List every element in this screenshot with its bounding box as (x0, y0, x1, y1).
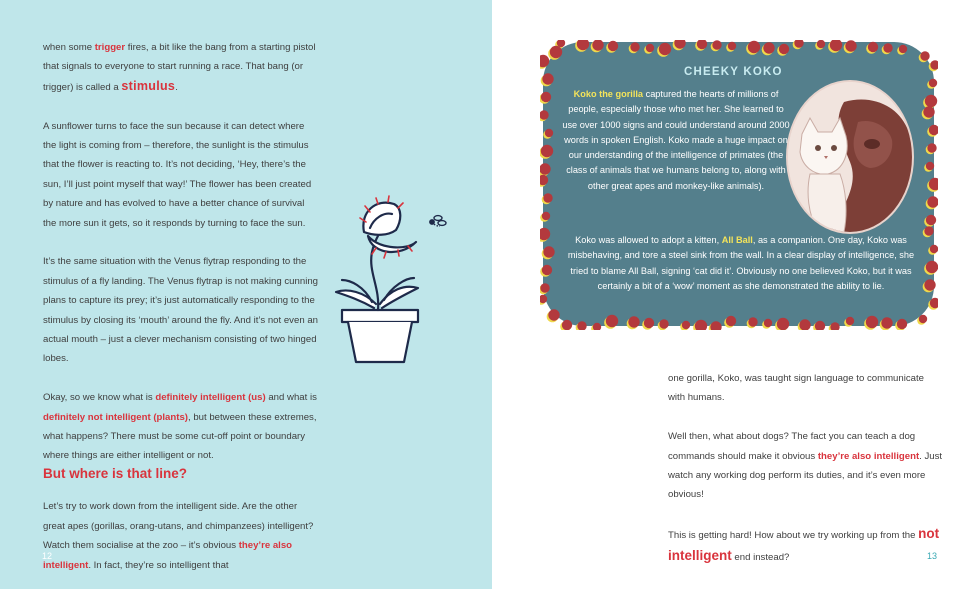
border-dot (630, 42, 639, 51)
paragraph-koko-sign-language: one gorilla, Koko, was taught sign language to communicate with humans. (668, 373, 924, 404)
border-dot (883, 43, 892, 52)
border-dot (777, 318, 789, 330)
border-dot (608, 41, 618, 51)
border-dot (543, 193, 552, 202)
border-dot (548, 309, 559, 320)
paragraph-great-apes: Let’s try to work down from the intelligent side. Are the other great apes (gorillas, orang-utans, and chimpanzees) intelligent? Watch them socialise at the zoo – it’s obvious they’re also intelligent. In fact, they’re so intelligent that (43, 501, 314, 571)
border-dot (540, 55, 549, 67)
border-dot (545, 129, 553, 137)
border-dot (577, 321, 586, 330)
border-dot (540, 110, 549, 119)
border-dot (542, 212, 550, 220)
border-dot (710, 321, 721, 330)
highlight-not-intelligent-plants: definitely not intelligent (plants) (43, 411, 188, 423)
panel-title: CHEEKY KOKO (684, 66, 783, 78)
border-dot (925, 95, 937, 107)
border-dot (541, 145, 553, 157)
border-dot (924, 226, 933, 235)
border-dot (881, 317, 892, 328)
border-dot (868, 42, 878, 52)
border-dot (543, 246, 554, 257)
border-dot (779, 44, 789, 54)
border-dot (926, 215, 936, 225)
fly-icon (430, 216, 446, 226)
border-dot (628, 316, 639, 327)
border-dot (748, 317, 757, 326)
highlight-trigger: trigger (94, 42, 126, 53)
border-dot (682, 321, 690, 329)
border-dot (763, 42, 774, 53)
border-dot (845, 40, 856, 51)
border-dot (830, 322, 839, 330)
paragraph-extremes: Okay, so we know what is definitely intelligent (us) and what is definitely not intelligent (plants), but between these extremes, what happens? There must be some cut-off point or boundary where things are either intelligent or not. (43, 392, 317, 462)
paragraph-trigger: when some trigger fires, a bit like the bang from a starting pistol that signals to everyone to start running a race. That bang (or trigger) is called a stimulus. (43, 42, 316, 93)
border-dot (846, 317, 854, 325)
border-dot (593, 323, 601, 330)
border-dot (712, 40, 721, 49)
highlight-stimulus: stimulus (121, 78, 176, 93)
subheading-where-is-line: But where is that line? (43, 465, 188, 481)
border-dot (726, 316, 736, 326)
highlight-not-intelligent: not intelligent (668, 526, 940, 563)
border-dot (923, 106, 934, 117)
border-dot (899, 45, 907, 53)
right-page-text (668, 369, 943, 586)
border-dot (540, 175, 548, 185)
border-dot (799, 319, 810, 330)
border-dot (659, 319, 668, 328)
border-dot (866, 316, 878, 328)
border-dot (926, 162, 934, 170)
paragraph-flytrap: It’s the same situation with the Venus flytrap responding to the stimulus of a fly landing. The Venus flytrap is not making cunning plans to capture its prey; it’s just automatically responding to the stimulus by closing its ‘mouth’ around the fly. And it’s not even an actual mouth – just a clever mechanism consisting of two hinged lobes. (43, 256, 318, 365)
border-dot (542, 73, 553, 84)
page-number-right: 13 (927, 551, 938, 561)
border-dot (728, 42, 736, 50)
page-number-left: 12 (42, 551, 53, 561)
border-dot (817, 40, 825, 48)
border-dot (646, 44, 654, 52)
border-dot (930, 245, 938, 253)
paragraph-dogs: Well then, what about dogs? The fact you can teach a dog commands should make it obvious they’re also intelligent. Just watch any working dog perform its duties, and it’s even more obvious! (668, 431, 943, 501)
border-dot (659, 43, 671, 55)
border-dot (540, 163, 551, 174)
border-dot (764, 319, 772, 327)
gorilla-and-kitten-photo (786, 80, 914, 234)
highlight-apes-intelligent: they’re also intelligent (43, 540, 293, 571)
border-dot (541, 92, 551, 102)
paragraph-sunflower: A sunflower turns to face the sun because it can detect where the light is coming from – therefore, the sunlight is the stimulus that the flower is reacting to. It’s not deciding, ‘Hey, there’s the sun, I’ll just point myself that way!’ The flower has been created by nature and has evolved to have a better chance of survival the more sun it gets, so it responds by turning to face the sun. (43, 120, 312, 229)
border-dot (540, 295, 547, 303)
border-dot (550, 46, 562, 58)
highlight-intelligent-us: definitely intelligent (us) (155, 392, 266, 404)
highlight-koko-the-gorilla: Koko the gorilla (573, 89, 644, 99)
border-dot (606, 315, 618, 327)
border-dot (542, 265, 552, 275)
border-dot (695, 320, 707, 330)
border-dot (815, 321, 825, 330)
highlight-all-ball: All Ball (721, 235, 753, 245)
border-dot (929, 79, 937, 87)
border-dot (897, 319, 907, 329)
border-dot (748, 41, 760, 53)
border-dot (926, 261, 938, 273)
border-dot (562, 320, 572, 330)
border-dot (920, 51, 929, 60)
panel-paragraph-all-ball: Koko was allowed to adopt a kitten, All Ball, as a companion. One day, Koko was misbehaving, and tore a steel sink from the wall. In a clear display of intelligence, she tried to blame All Ball, signing ‘cat did it’. Obviously no one believed Koko, but it was certainly a bit of a ‘wow’ moment as she demonstrated the ability to lie. (567, 235, 915, 291)
highlight-dogs-intelligent: they’re also intelligent (817, 450, 920, 462)
border-dot (540, 228, 550, 240)
border-dot (927, 143, 936, 152)
border-dot (540, 283, 549, 292)
venus-flytrap-illustration (320, 192, 480, 372)
border-dot (919, 315, 927, 323)
paragraph-getting-hard: This is getting hard! How about we try working up from the not intelligent end instead? (668, 526, 940, 563)
panel-paragraph-koko: Koko the gorilla captured the hearts of millions of people, especially those who met her. She learned to use over 1000 signs and could understand around 2000 words in spoken English. Koko made a huge impact on our understanding of the intelligence of primates (the class of animals that we humans belong to, along with other great apes and monkey-like animals). (562, 89, 790, 191)
border-dot (924, 279, 935, 290)
border-dot (644, 318, 654, 328)
left-page-text (43, 38, 318, 594)
